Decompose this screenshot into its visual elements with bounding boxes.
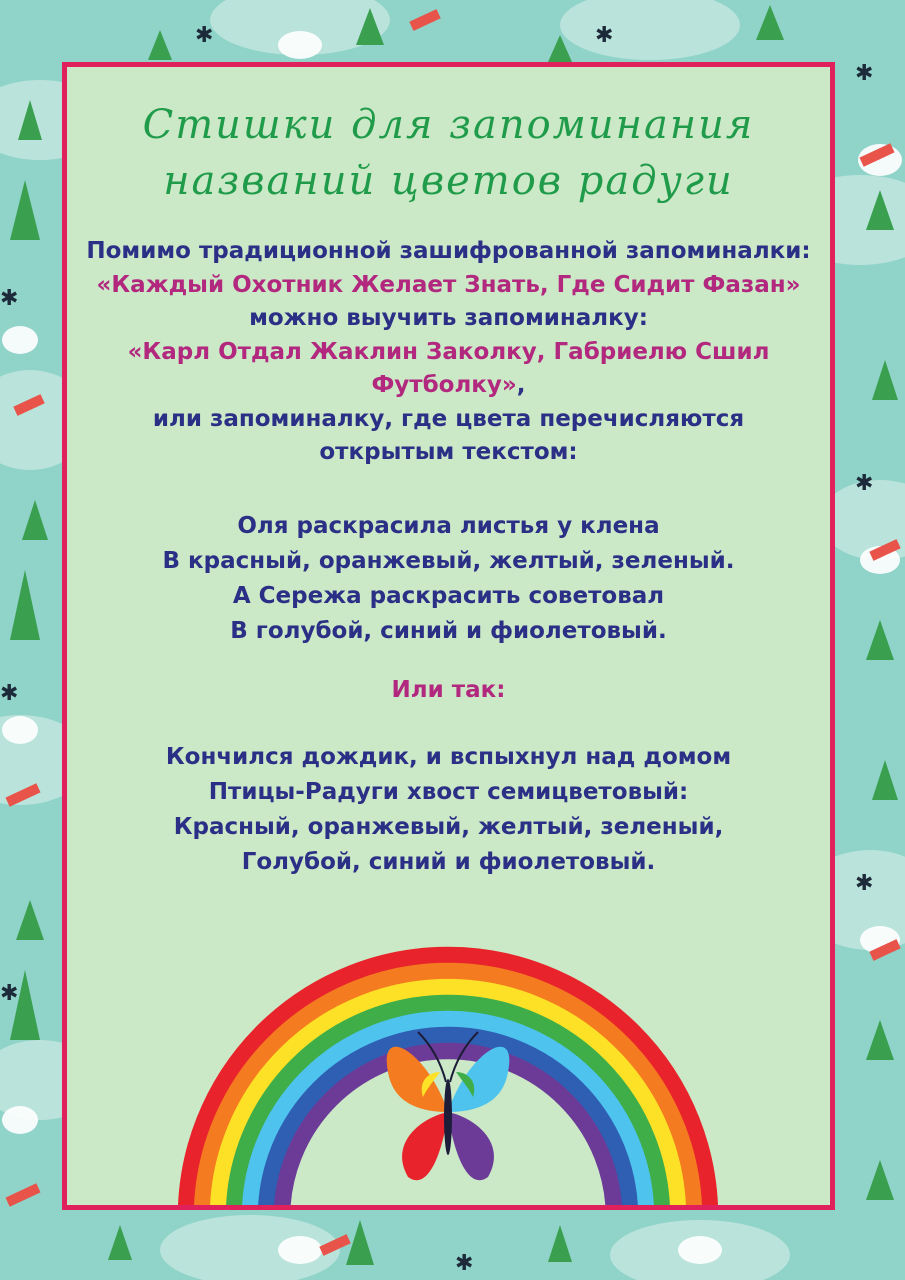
- mnemonic-quote-1: «Каждый Охотник Желает Знать, Где Сидит Фазан»: [96, 271, 801, 298]
- svg-text:✱: ✱: [855, 61, 874, 86]
- poem-1-line: В красный, оранжевый, желтый, зеленый.: [162, 548, 735, 574]
- svg-text:✱: ✱: [855, 471, 874, 496]
- mnemonic-quote-2b: Футболку»: [371, 372, 517, 398]
- intro-line-1: Помимо традиционной зашифрованной запоминалки:: [86, 238, 811, 264]
- mnemonic-quote-2a: «Карл Отдал Жаклин Заколку, Габриелю Сшил: [127, 338, 770, 365]
- svg-text:✱: ✱: [855, 871, 874, 896]
- or-so-heading: Или так:: [391, 677, 506, 703]
- poem-2-line: Птицы-Радуги хвост семицветовый:: [208, 779, 689, 805]
- svg-text:✱: ✱: [595, 23, 614, 48]
- svg-text:✱: ✱: [0, 286, 19, 311]
- intro-line-3: или запоминалку, где цвета перечисляются: [152, 405, 745, 432]
- poem-2-line: Голубой, синий и фиолетовый.: [241, 849, 656, 875]
- svg-text:✱: ✱: [0, 981, 19, 1006]
- rainbow-arc: [67, 67, 830, 1205]
- intro-line-4: открытым текстом:: [319, 439, 578, 465]
- title-line-2: названий цветов радуги: [163, 158, 734, 204]
- poem-2-line: Красный, оранжевый, желтый, зеленый,: [173, 814, 724, 840]
- poem-1-line: В голубой, синий и фиолетовый.: [230, 618, 667, 644]
- title-line-1: Стишки для запоминания: [142, 102, 755, 148]
- mnemonic-quote-2-tail: ,: [516, 372, 526, 398]
- poem-2-line: Кончился дождик, и вспыхнул над домом: [165, 744, 732, 770]
- svg-text:✱: ✱: [0, 681, 19, 706]
- poem-1-line: Оля раскрасила листья у клена: [237, 513, 660, 539]
- intro-line-2: можно выучить запоминалку:: [249, 305, 648, 331]
- poem-1-line: А Сережа раскрасить советовал: [232, 583, 665, 609]
- svg-text:✱: ✱: [455, 1251, 474, 1276]
- svg-text:✱: ✱: [195, 23, 214, 48]
- content-card: [62, 62, 835, 1210]
